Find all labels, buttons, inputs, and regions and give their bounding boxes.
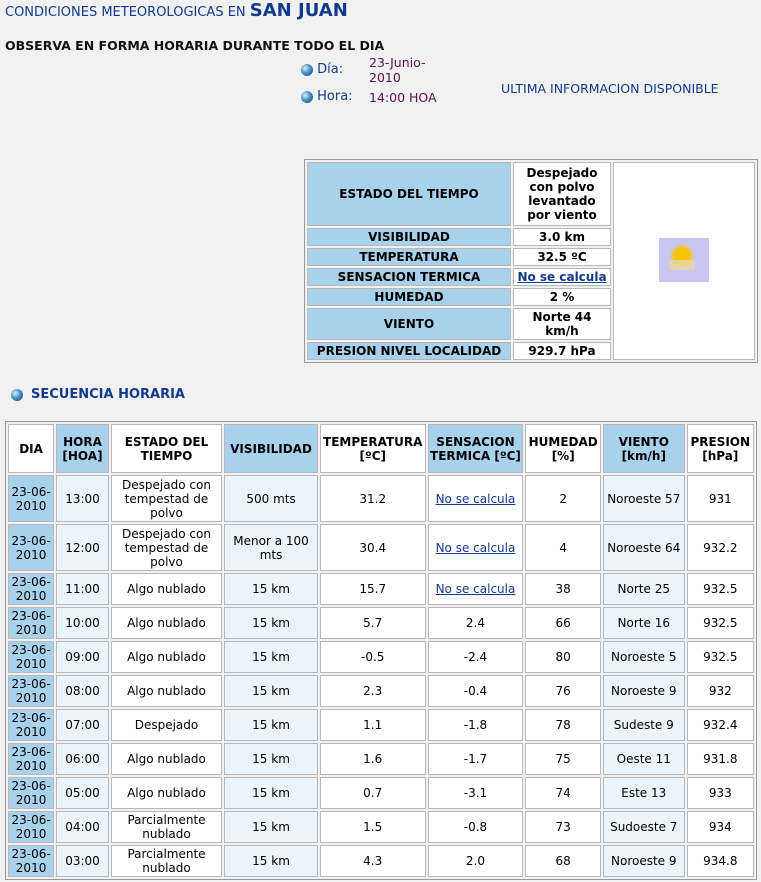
table-header-row <box>8 424 754 473</box>
current-label: SENSACION TERMICA <box>307 268 511 286</box>
cell-pres: 931.8 <box>687 743 754 775</box>
cell-pres: 932.4 <box>687 709 754 741</box>
hour-value: 14:00 HOA <box>369 90 437 105</box>
col-humedad: HUMEDAD [%] <box>525 424 601 473</box>
col-hora: HORA [HOA] <box>56 424 109 473</box>
sequence-heading <box>11 387 185 402</box>
hourly-table <box>5 421 757 880</box>
cell-temp: 15.7 <box>320 573 426 605</box>
cell-estado: Algo nublado <box>111 607 222 639</box>
current-value: 3.0 km <box>513 228 611 246</box>
cell-hora: 12:00 <box>56 524 109 571</box>
current-value: 32.5 ºC <box>513 248 611 266</box>
col-presion: PRESION [hPa] <box>687 424 754 473</box>
cell-vis: 15 km <box>224 675 318 707</box>
cell-dia: 23-06-2010 <box>8 845 54 877</box>
table-row <box>8 475 754 522</box>
cell-estado: Algo nublado <box>111 573 222 605</box>
table-row <box>8 524 754 571</box>
cell-pres: 931 <box>687 475 754 522</box>
hour-row <box>301 89 353 104</box>
table-row <box>8 811 754 843</box>
cell-temp: 1.6 <box>320 743 426 775</box>
cell-hum: 75 <box>525 743 601 775</box>
cell-estado: Despejado con tempestad de polvo <box>111 475 222 522</box>
cell-temp: 31.2 <box>320 475 426 522</box>
table-row <box>8 845 754 877</box>
sensacion-link[interactable]: No se calcula <box>435 582 516 596</box>
cell-viento: Noroeste 9 <box>603 845 685 877</box>
cell-hum: 76 <box>525 675 601 707</box>
col-estado: ESTADO DEL TIEMPO <box>111 424 222 473</box>
cell-hora: 04:00 <box>56 811 109 843</box>
cell-sens <box>428 524 524 571</box>
cell-sens <box>428 475 524 522</box>
col-visibilidad: VISIBILIDAD <box>224 424 318 473</box>
cell-sens: -1.7 <box>428 743 524 775</box>
cell-sens: -0.8 <box>428 811 524 843</box>
cell-vis: Menor a 100 mts <box>224 524 318 571</box>
cell-pres: 933 <box>687 777 754 809</box>
city-name: SAN JUAN <box>249 0 348 21</box>
cell-dia: 23-06-2010 <box>8 607 54 639</box>
cell-hum: 78 <box>525 709 601 741</box>
cell-dia: 23-06-2010 <box>8 709 54 741</box>
table-row <box>8 573 754 605</box>
table-row <box>8 743 754 775</box>
cell-hum: 2 <box>525 475 601 522</box>
current-value: 2 % <box>513 288 611 306</box>
cell-sens: -2.4 <box>428 641 524 673</box>
cell-hum: 80 <box>525 641 601 673</box>
current-value: Norte 44 km/h <box>513 308 611 340</box>
cell-hora: 10:00 <box>56 607 109 639</box>
table-row <box>8 641 754 673</box>
cell-hora: 13:00 <box>56 475 109 522</box>
cell-vis: 15 km <box>224 777 318 809</box>
title-prefix: CONDICIONES METEOROLOGICAS EN <box>5 5 246 20</box>
cell-viento: Oeste 11 <box>603 743 685 775</box>
cell-vis: 15 km <box>224 811 318 843</box>
bullet-icon <box>11 389 23 401</box>
cell-vis: 15 km <box>224 743 318 775</box>
cell-pres: 934.8 <box>687 845 754 877</box>
cell-dia: 23-06-2010 <box>8 524 54 571</box>
current-value: 929.7 hPa <box>513 342 611 360</box>
cell-hum: 68 <box>525 845 601 877</box>
cell-viento: Norte 16 <box>603 607 685 639</box>
cell-sens: -1.8 <box>428 709 524 741</box>
current-label: HUMEDAD <box>307 288 511 306</box>
cell-vis: 15 km <box>224 641 318 673</box>
cell-estado: Parcialmente nublado <box>111 811 222 843</box>
cell-vis: 15 km <box>224 607 318 639</box>
cell-hum: 74 <box>525 777 601 809</box>
cell-hora: 11:00 <box>56 573 109 605</box>
cell-vis: 15 km <box>224 845 318 877</box>
cell-vis: 500 mts <box>224 475 318 522</box>
cell-sens: -3.1 <box>428 777 524 809</box>
cell-vis: 15 km <box>224 573 318 605</box>
cell-viento: Noroeste 64 <box>603 524 685 571</box>
sequence-title: SECUENCIA HORARIA <box>31 387 185 402</box>
cell-hum: 66 <box>525 607 601 639</box>
cell-hora: 09:00 <box>56 641 109 673</box>
cell-temp: 1.5 <box>320 811 426 843</box>
cell-hum: 4 <box>525 524 601 571</box>
current-conditions-table <box>304 159 758 363</box>
cell-viento: Noroeste 5 <box>603 641 685 673</box>
current-row <box>307 162 755 226</box>
cell-temp: -0.5 <box>320 641 426 673</box>
cell-pres: 932.2 <box>687 524 754 571</box>
current-label: VIENTO <box>307 308 511 340</box>
cell-hora: 08:00 <box>56 675 109 707</box>
hour-label: Hora: <box>317 89 353 104</box>
bullet-icon <box>301 64 313 76</box>
bullet-icon <box>301 91 313 103</box>
cell-temp: 30.4 <box>320 524 426 571</box>
cell-viento: Noroeste 9 <box>603 675 685 707</box>
cell-hora: 03:00 <box>56 845 109 877</box>
cell-temp: 1.1 <box>320 709 426 741</box>
table-row <box>8 675 754 707</box>
page-subtitle: OBSERVA EN FORMA HORARIA DURANTE TODO EL DIA <box>5 38 385 53</box>
table-row <box>8 709 754 741</box>
cell-dia: 23-06-2010 <box>8 573 54 605</box>
table-row <box>8 607 754 639</box>
cell-sens: 2.4 <box>428 607 524 639</box>
cell-temp: 0.7 <box>320 777 426 809</box>
cell-temp: 2.3 <box>320 675 426 707</box>
cell-dia: 23-06-2010 <box>8 811 54 843</box>
cell-sens: 2.0 <box>428 845 524 877</box>
cell-pres: 932.5 <box>687 641 754 673</box>
cell-estado: Algo nublado <box>111 675 222 707</box>
current-label: ESTADO DEL TIEMPO <box>307 162 511 226</box>
sensacion-link[interactable]: No se calcula <box>435 491 516 506</box>
day-row <box>301 62 343 77</box>
day-value: 23-Junio-2010 <box>369 55 426 85</box>
cell-hum: 73 <box>525 811 601 843</box>
cell-viento: Sudeste 9 <box>603 709 685 741</box>
cell-viento: Este 13 <box>603 777 685 809</box>
current-label: VISIBILIDAD <box>307 228 511 246</box>
cell-pres: 932 <box>687 675 754 707</box>
cell-sens: -0.4 <box>428 675 524 707</box>
page-title <box>5 0 348 21</box>
col-sensacion: SENSACION TERMICA [ºC] <box>428 424 524 473</box>
col-viento: VIENTO [km/h] <box>603 424 685 473</box>
cell-dia: 23-06-2010 <box>8 743 54 775</box>
cell-hum: 38 <box>525 573 601 605</box>
current-label: TEMPERATURA <box>307 248 511 266</box>
cell-hora: 07:00 <box>56 709 109 741</box>
cell-viento: Norte 25 <box>603 573 685 605</box>
table-row <box>8 777 754 809</box>
col-dia: DIA <box>8 424 54 473</box>
cell-estado: Algo nublado <box>111 777 222 809</box>
day-label: Día: <box>317 62 344 77</box>
cell-estado: Algo nublado <box>111 743 222 775</box>
cell-dia: 23-06-2010 <box>8 777 54 809</box>
cell-temp: 5.7 <box>320 607 426 639</box>
cell-sens <box>428 573 524 605</box>
cell-temp: 4.3 <box>320 845 426 877</box>
cell-viento: Noroeste 57 <box>603 475 685 522</box>
weather-icon-cell <box>613 162 755 360</box>
cell-estado: Despejado <box>111 709 222 741</box>
sensacion-link[interactable]: No se calcula <box>435 540 516 555</box>
cell-estado: Despejado con tempestad de polvo <box>111 524 222 571</box>
cell-pres: 932.5 <box>687 607 754 639</box>
cell-dia: 23-06-2010 <box>8 675 54 707</box>
cell-hora: 06:00 <box>56 743 109 775</box>
cell-dia: 23-06-2010 <box>8 475 54 522</box>
current-label: PRESION NIVEL LOCALIDAD <box>307 342 511 360</box>
cell-hora: 05:00 <box>56 777 109 809</box>
latest-info-label: ULTIMA INFORMACION DISPONIBLE <box>501 81 719 96</box>
cell-pres: 934 <box>687 811 754 843</box>
current-value: Despejado con polvo levantado por viento <box>513 162 611 226</box>
cell-viento: Sudoeste 7 <box>603 811 685 843</box>
cell-dia: 23-06-2010 <box>8 641 54 673</box>
col-temperatura: TEMPERATURA [ºC] <box>320 424 426 473</box>
cell-estado: Algo nublado <box>111 641 222 673</box>
sensacion-link[interactable]: No se calcula <box>517 270 607 284</box>
current-value <box>513 268 611 286</box>
cell-estado: Parcialmente nublado <box>111 845 222 877</box>
cell-vis: 15 km <box>224 709 318 741</box>
sun-dust-icon <box>659 238 709 282</box>
cell-pres: 932.5 <box>687 573 754 605</box>
